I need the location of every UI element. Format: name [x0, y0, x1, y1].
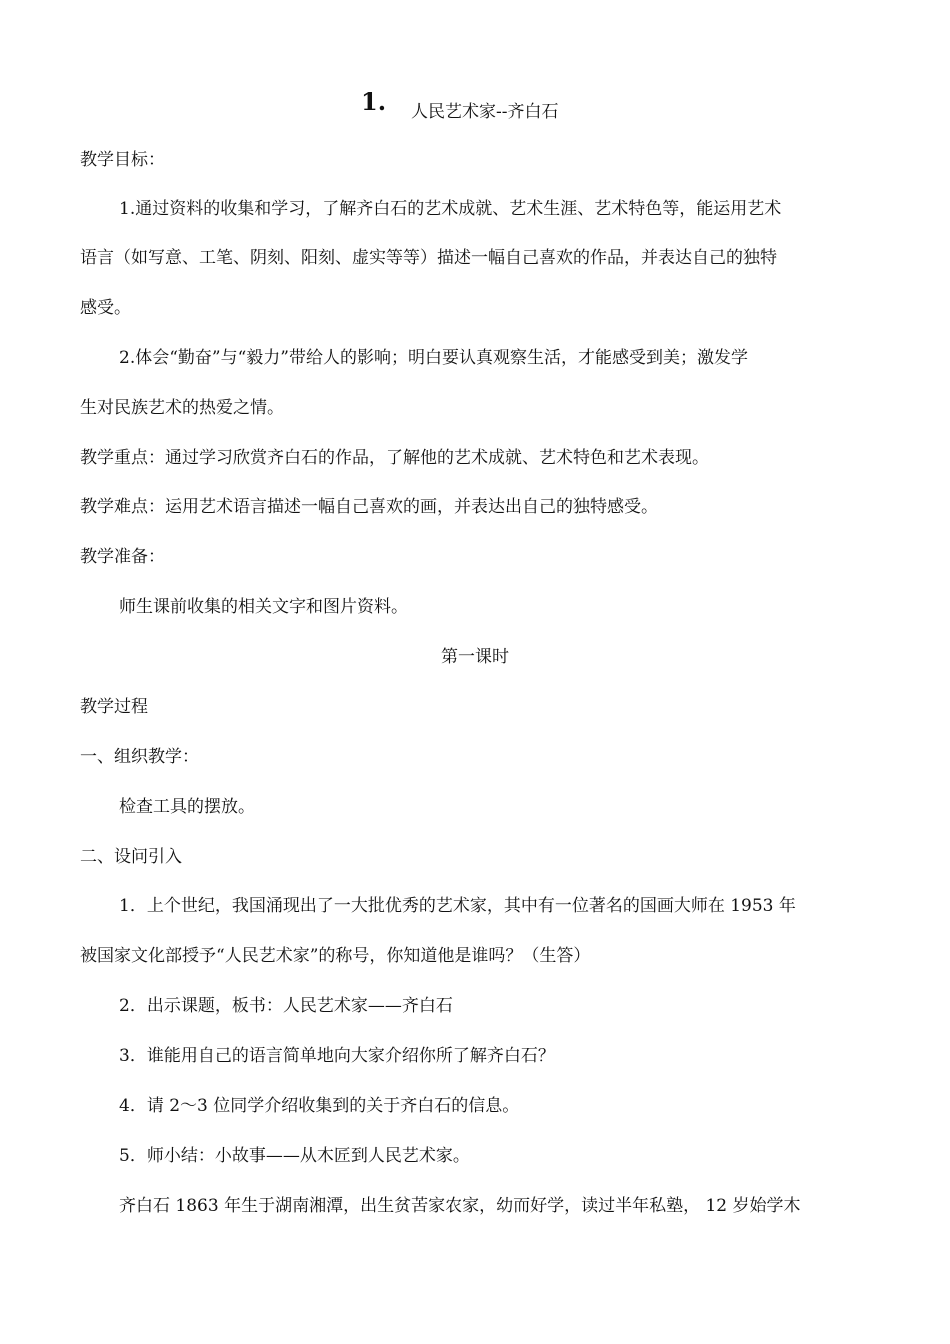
objective-1-line-1: 1.通过资料的收集和学习，了解齐白石的艺术成就、艺术生涯、艺术特色等，能运用艺术: [119, 199, 782, 219]
item-4: 4．请 2～3 位同学介绍收集到的关于齐白石的信息。: [119, 1096, 520, 1116]
lesson-title: 第一课时: [441, 647, 509, 667]
section-1-text: 检查工具的摆放。: [119, 797, 255, 817]
item-1-line-1: 1．上个世纪，我国涌现出了一大批优秀的艺术家，其中有一位著名的国画大师在 1953 年: [119, 896, 796, 916]
story-line-1: 齐白石 1863 年生于湖南湘潭，出生贫苦家农家，幼而好学，读过半年私塾， 12 岁始学木: [119, 1196, 801, 1216]
page-title: 人民艺术家--齐白石: [411, 102, 559, 122]
item-5: 5．师小结：小故事——从木匠到人民艺术家。: [119, 1146, 470, 1166]
preparation-text: 师生课前收集的相关文字和图片资料。: [119, 597, 408, 617]
section-2-heading: 二、设问引入: [80, 847, 182, 867]
section-1-heading: 一、组织教学：: [80, 747, 199, 767]
objective-1-line-2: 语言（如写意、工笔、阴刻、阳刻、虚实等等）描述一幅自己喜欢的作品，并表达自己的独特: [80, 248, 777, 268]
objectives-heading: 教学目标：: [80, 150, 165, 170]
item-1-line-2: 被国家文化部授予“人民艺术家”的称号，你知道他是谁吗？（生答）: [80, 946, 591, 966]
objective-2-line-2: 生对民族艺术的热爱之情。: [80, 398, 284, 418]
difficulty: 教学难点：运用艺术语言描述一幅自己喜欢的画，并表达出自己的独特感受。: [80, 497, 658, 517]
item-2: 2．出示课题，板书：人民艺术家——齐白石: [119, 996, 453, 1016]
title-number: 1.: [361, 87, 387, 116]
preparation-heading: 教学准备：: [80, 547, 165, 567]
item-3: 3．谁能用自己的语言简单地向大家介绍你所了解齐白石？: [119, 1046, 555, 1066]
process-heading: 教学过程: [80, 697, 148, 717]
objective-1-line-3: 感受。: [80, 298, 131, 318]
key-point: 教学重点：通过学习欣赏齐白石的作品，了解他的艺术成就、艺术特色和艺术表现。: [80, 448, 709, 468]
objective-2-line-1: 2.体会“勤奋”与“毅力”带给人的影响；明白要认真观察生活，才能感受到美；激发学: [119, 348, 748, 368]
